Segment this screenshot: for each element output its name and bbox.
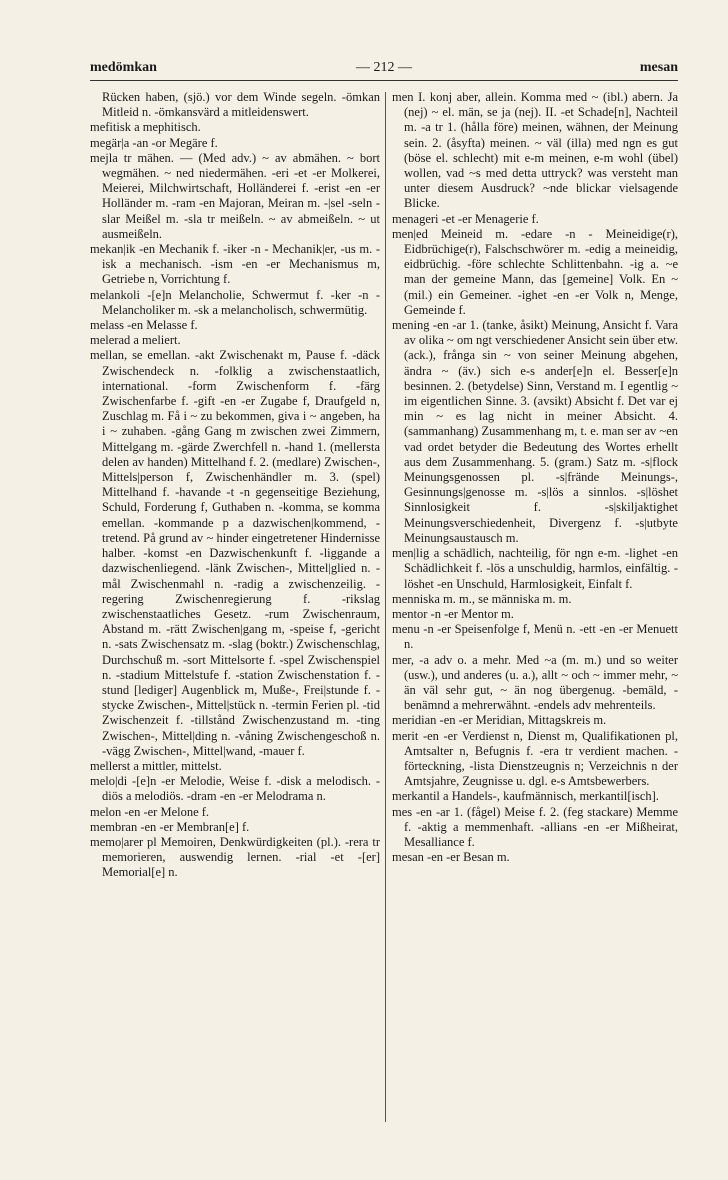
dictionary-entry: men|lig a schädlich, nachteilig, för ngn e-m. -lighet -en Schädlichkeit f. -lös a unschuldig, harmlos, einfältig. -löshet -en Unschuld, Harmlosigkeit, Einfalt f. — [392, 546, 678, 591]
dictionary-entry: merit -en -er Verdienst n, Dienst m, Qualifikationen pl, Amtsalter n, Befugnis f. -era tr verdient machen. -förteckning, -lista Dienstzeugnis n; Verzeichnis n der Amtsjahre, Zeugnisse u. dgl. e-s Amtsbewerbers. — [392, 728, 678, 789]
dictionary-entry: menu -n -er Speisenfolge f, Menü n. -ett -en -er Menuett n. — [392, 622, 678, 652]
dictionary-entry: melankoli -[e]n Melancholie, Schwermut f. -ker -n - Melancholiker m. -sk a melancholisch, schwermütig. — [90, 287, 380, 317]
dictionary-entry: mellan, se emellan. -akt Zwischenakt m, Pause f. -däck Zwischendeck n. -folklig a zwischenstaatlich, international. -form Zwischenform f. -färg Zwischenfarbe f. -gift -en -er Zugabe f, Draufgeld n, Zuschlag m. Få i ~ zu bekommen, giva i ~ angeben, ha i ~ zuhaben. -gång Gang m zwischen zwei Zimmern, Mittelgang m. -gärde Zwerchfell n. -hand 1. (mellersta delen av handen) Mittelhand f. 2. (medlare) Zwischen-, Mittels|person f, Zwischenhändler m. 3. (spel) Mittelhand f. -havande -t -n gegenseitige Beziehung, Schuld, Forderung f, Guthaben n. -komma, se komma emellan. -kommande p a dazwischen|kommend, -tretend. På grund av ~ hinder eingetretener Hindernisse halber. -komst -en Dazwischenkunft f. -liggande a dazwischenliegend. -länk Zwischen-, Mittel|glied n. -mål Zwischenmahl n. -radig a zwischenzeilig. -regering Zwischenregierung f. -rikslag zwischenstaatliches Gesetz. -rum Zwischenraum, Abstand m. -rätt Zwischen|gang m, -speise f, -gericht n. -sats Zwischensatz m. -slag (boktr.) Zwischenschlag, Durchschuß m. -sort Mittelsorte f. -spel Zwischenspiel n. -stadium Mittelstufe f. -station Zwischenstation f. -stund [lediger] Augenblick m, Muße-, Frei|stunde f. -stycke Zwischen-, Mittel|stück n. -termin Ferien pl. -tid Zwischenzeit f. -tillstånd Zwischenzustand m. -ting Zwischen-, Mittel|ding n. -våning Zwischengeschoß n. -vägg Zwischen-, Mittel|wand, -mauer f. — [90, 348, 380, 758]
dictionary-entry: mekan|ik -en Mechanik f. -iker -n - Mechanik|er, -us m. -isk a mechanisch. -ism -en -er Mechanismus m, Getriebe n, Vorrichtung f. — [90, 242, 380, 287]
dictionary-entry: merkantil a Handels-, kaufmännisch, merkantil[isch]. — [392, 789, 659, 804]
dictionary-entry: mening -en -ar 1. (tanke, åsikt) Meinung, Ansicht f. Vara av olika ~ om ngt verschiedener Ansicht sein über etw. (ack.), frånga sin ~ von seiner Meinung abgehen, ändra ~ (äv.) sich e-s ander[e]n el. Besser[e]n besinnen. 2. (betydelse) Sinn, Verstand m. I egentlig ~ im eigentlichen Sinne. 3. (avsikt) Absicht f. Det var ej min ~ es lag nicht in meiner Absicht. 4. (sammanhang) Zusammenhang m, t. e. man ser av ~en vad ordet betyder die Bedeutung des Wortes erhellt aus dem Zusammenhang. 5. (gram.) Satz m. -s|flock Meinungsgenossen pl. -s|frände Meinungs-, Gesinnungs|genosse m. -s|lös a sinnlos. -s|löshet Sinnlosigkeit f. -s|skiljaktighet Meinungsverschiedenheit, Divergenz f. -s|utbyte Meinungsaustausch m. — [392, 318, 678, 545]
dictionary-entry: men I. konj aber, allein. Komma med ~ (ibl.) abern. Ja (nej) ~ el. män, se ja (nej). II. -et Schade[n], Nachteil m. -a tr 1. (hålla före) meinen, wähnen, der Meinung sein. 2. (åsyfta) meinen. ~ väl (illa) med ngn es gut (böse el. schlecht) mit e-m meinen, e-m wohl (übel) wollen, vad ~s med detta uttryck? was versteht man unter diesem Ausdruck? ~nde blickar vielsagende Blicke. — [392, 90, 678, 211]
dictionary-entry: mes -en -ar 1. (fågel) Meise f. 2. (feg stackare) Memme f. -aktig a memmenhaft. -allians -en -er Mißheirat, Mesalliance f. — [392, 804, 678, 849]
dictionary-entry: men|ed Meineid m. -edare -n - Meineidige(r), Eidbrüchige(r), Falschschwörer m. -edig a meineidig, eidbrüchig. -före schlechte Schlittenbahn. -ig a. ~e man der gemeine Mann, das [gemeine] Volk. En ~ (mil.) ein Gemeiner. -ighet -en -er Volk n, Menge, Gemeinde f. — [392, 226, 678, 317]
dictionary-entry: mefitisk a mephitisch. — [90, 120, 201, 135]
header-last-word: mesan — [639, 60, 678, 75]
dictionary-entry: mer, -a adv o. a mehr. Med ~a (m. m.) und so weiter (usw.), und anderes (u. a.), allt ~ och ~ immer mehr, ~ än väl sehr gut, ~ än nog übergenug. -bemäld, -benämnd a mehrerwähnt. -endels adv mehrenteils. — [392, 652, 678, 713]
dictionary-entry: mesan -en -er Besan m. — [392, 850, 510, 865]
dictionary-entry: megär|a -an -or Megäre f. — [90, 135, 218, 150]
left-column — [90, 90, 380, 881]
column-divider — [385, 92, 386, 1122]
dictionary-entry: mellerst a mittler, mittelst. — [90, 758, 222, 773]
page-header — [90, 58, 678, 80]
dictionary-entry: meridian -en -er Meridian, Mittagskreis m. — [392, 713, 607, 728]
right-column — [392, 90, 678, 865]
dictionary-entry: melerad a meliert. — [90, 333, 181, 348]
dictionary-entry: melo|di -[e]n -er Melodie, Weise f. -disk a melodisch. -diös a melodiös. -dram -en -er Melodrama n. — [90, 774, 380, 804]
dictionary-entry: mejla tr mähen. — (Med adv.) ~ av abmähen. ~ bort wegmähen. ~ ned niedermähen. -eri -et -er Molkerei, Meierei, Milchwirtschaft, Holländerei f. -erist -en -er Holländer m. -ram -en Majoran, Meiran m. -|sel -seln -slar Meißel m. -sla tr meißeln. ~ av abmeißeln. ~ ut ausmeißeln. — [90, 150, 380, 241]
dictionary-entry: menageri -et -er Menagerie f. — [392, 211, 539, 226]
dictionary-entry: Rücken haben, (sjö.) vor dem Winde segeln. -ömkan Mitleid n. -ömkansvärd a mitleidenswert. — [102, 90, 380, 120]
dictionary-entry: memo|arer pl Memoiren, Denkwürdigkeiten (pl.). -rera tr memorieren, auswendig lernen. -rial -et -[er] Memorial[e] n. — [90, 834, 380, 880]
dictionary-entry: melon -en -er Melone f. — [90, 804, 210, 819]
header-rule — [90, 80, 678, 81]
dictionary-entry: melass -en Melasse f. — [90, 318, 198, 333]
dictionary-entry: membran -en -er Membran[e] f. — [90, 819, 250, 834]
header-first-word: medömkan — [90, 60, 157, 75]
dictionary-entry: mentor -n -er Mentor m. — [392, 606, 514, 621]
dictionary-entry: menniska m. m., se människa m. m. — [392, 591, 572, 606]
page-number: — 212 — — [356, 60, 412, 75]
